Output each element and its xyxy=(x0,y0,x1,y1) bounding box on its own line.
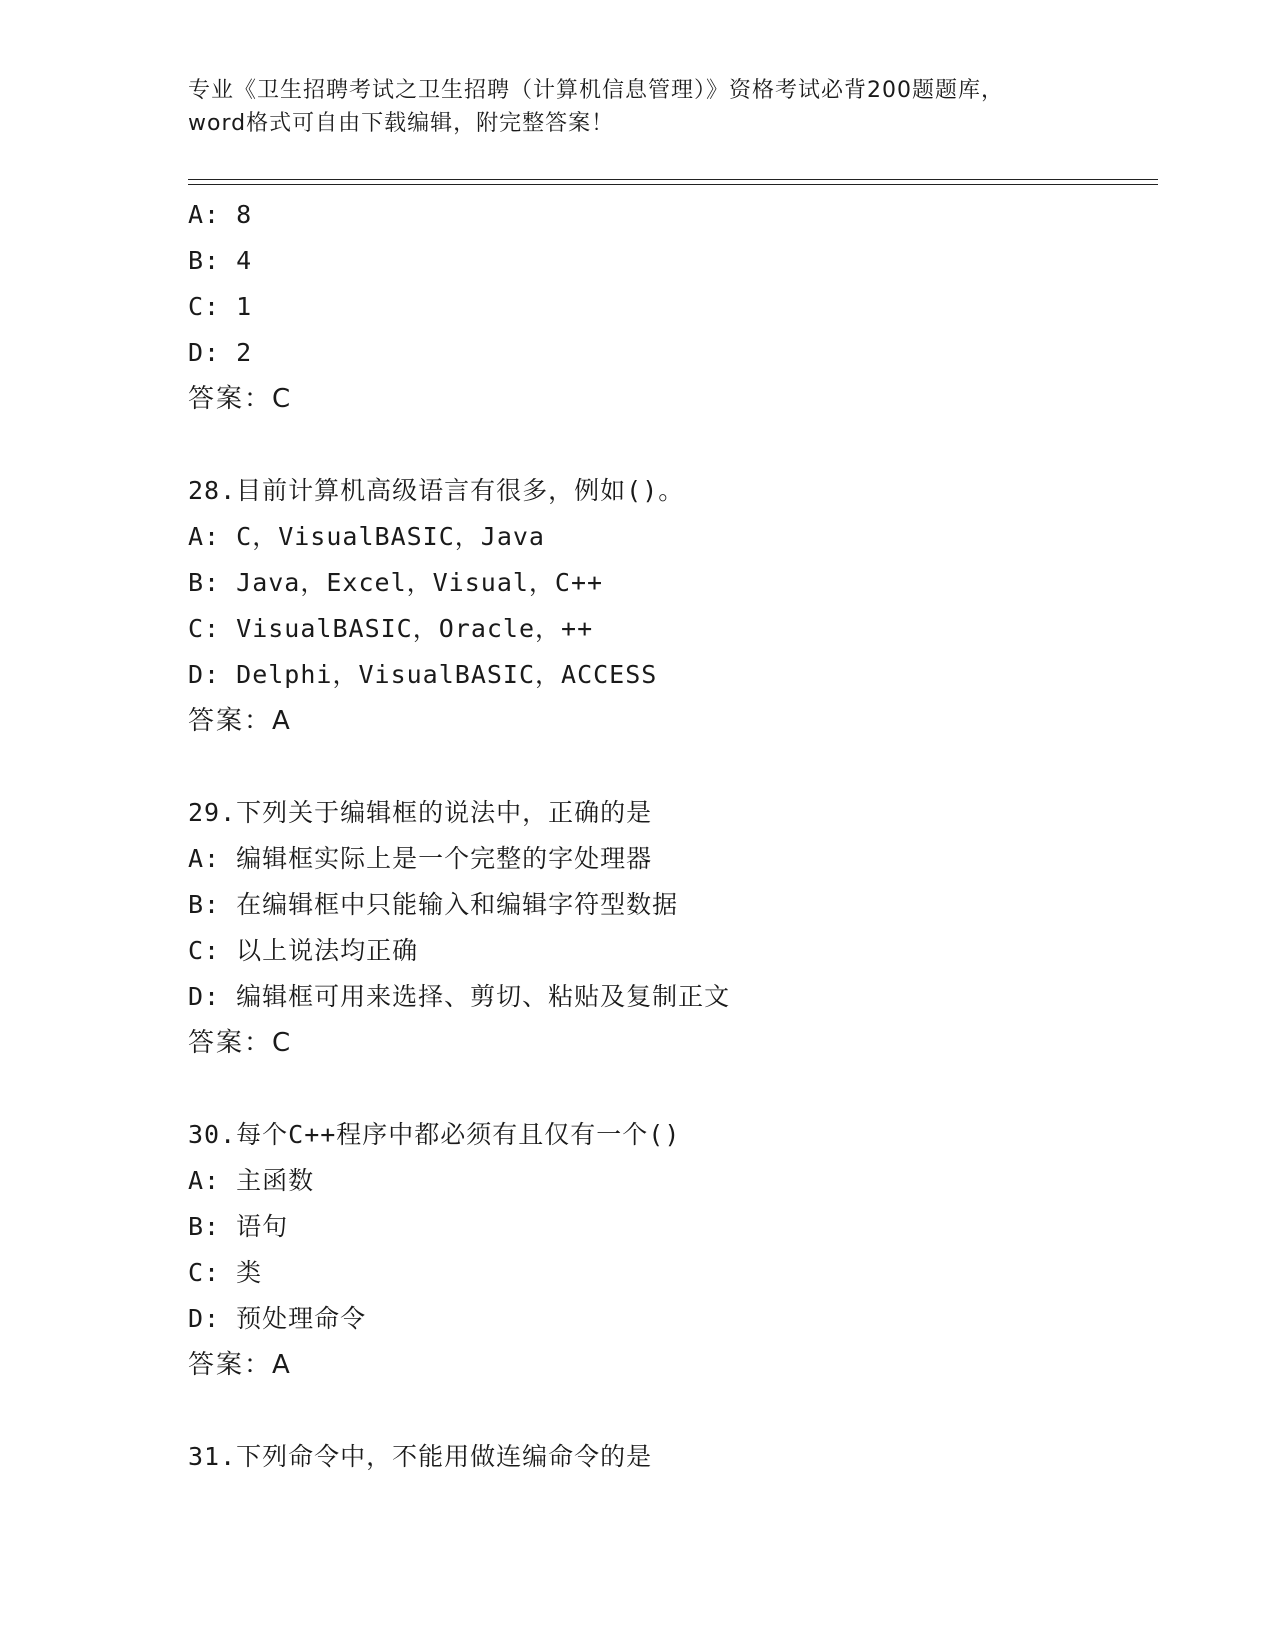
question-30 xyxy=(188,1112,1168,1388)
option-d: D: 编辑框可用来选择、剪切、粘贴及复制正文 xyxy=(188,982,731,1011)
spacer xyxy=(188,744,1168,790)
question-text: 30.每个C++程序中都必须有且仅有一个() xyxy=(188,1120,681,1149)
option-b: B: Java，Excel，Visual，C++ xyxy=(188,568,604,597)
document-header xyxy=(188,74,1108,140)
question-31 xyxy=(188,1434,1168,1480)
option-c: C: 1 xyxy=(188,292,253,321)
answer-line: 答案：C xyxy=(188,1028,293,1058)
answer-line: 答案：A xyxy=(188,706,292,736)
question-text: 29.下列关于编辑框的说法中，正确的是 xyxy=(188,798,653,827)
question-text: 31.下列命令中，不能用做连编命令的是 xyxy=(188,1442,653,1471)
continued-question xyxy=(188,192,1168,422)
spacer xyxy=(188,1066,1168,1112)
option-b: B: 4 xyxy=(188,246,253,275)
header-line-1: 专业《卫生招聘考试之卫生招聘（计算机信息管理）》资格考试必背200题题库， xyxy=(188,78,1004,103)
spacer xyxy=(188,1388,1168,1434)
option-c: C: 以上说法均正确 xyxy=(188,936,419,965)
option-a: A: C，VisualBASIC，Java xyxy=(188,522,545,551)
option-d: D: 预处理命令 xyxy=(188,1304,367,1333)
option-b: B: 语句 xyxy=(188,1212,289,1241)
question-29 xyxy=(188,790,1168,1066)
header-divider-top xyxy=(188,179,1158,180)
option-a: A: 主函数 xyxy=(188,1166,315,1195)
header-line-2: word格式可自由下载编辑，附完整答案！ xyxy=(188,111,615,136)
option-c: C: 类 xyxy=(188,1258,263,1287)
option-c: C: VisualBASIC，Oracle，++ xyxy=(188,614,594,643)
question-list xyxy=(188,192,1168,1480)
question-28 xyxy=(188,468,1168,744)
option-d: D: Delphi，VisualBASIC，ACCESS xyxy=(188,660,658,689)
question-text: 28.目前计算机高级语言有很多，例如()。 xyxy=(188,476,685,505)
answer-line: 答案：C xyxy=(188,384,293,414)
header-divider-bottom xyxy=(188,184,1158,185)
option-b: B: 在编辑框中只能输入和编辑字符型数据 xyxy=(188,890,679,919)
spacer xyxy=(188,422,1168,468)
option-d: D: 2 xyxy=(188,338,253,367)
answer-line: 答案：A xyxy=(188,1350,292,1380)
option-a: A: 编辑框实际上是一个完整的字处理器 xyxy=(188,844,653,873)
option-a: A: 8 xyxy=(188,200,253,229)
